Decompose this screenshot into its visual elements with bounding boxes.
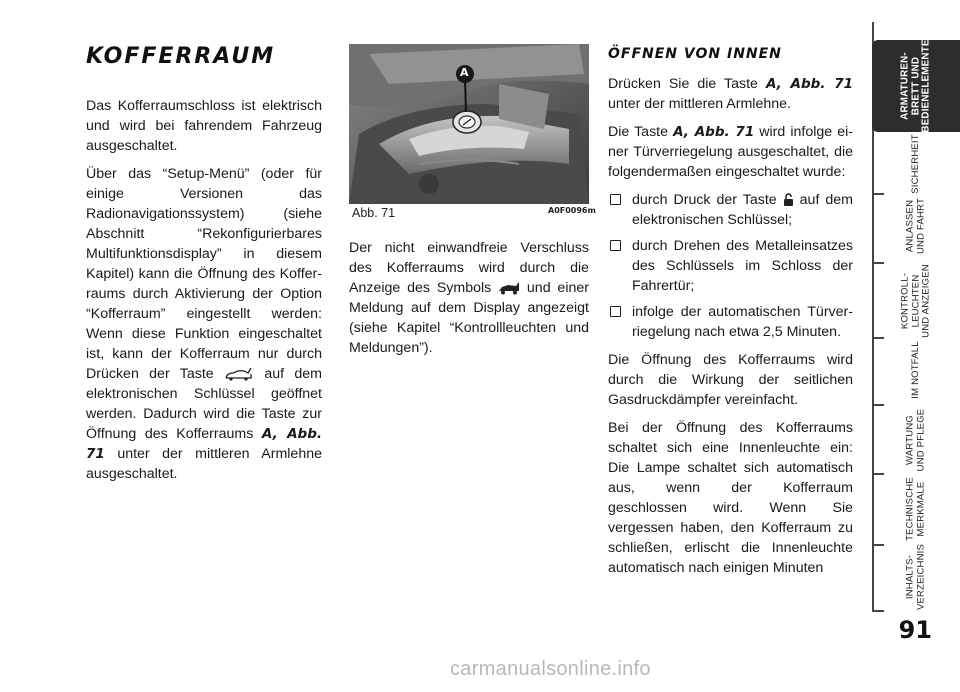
bullet-list	[608, 190, 853, 342]
left-column	[86, 96, 322, 492]
figure-caption: Abb. 71	[352, 206, 396, 220]
figure-reference: A, Abb. 71	[86, 426, 323, 462]
figure-photo	[349, 44, 589, 204]
figure-reference: A, Abb. 71	[765, 76, 853, 92]
tab-label: INHALTS- VERZEICHNIS	[904, 543, 926, 611]
page-title: KOFFERRAUM	[86, 44, 276, 69]
tab-anlassen[interactable]	[872, 196, 960, 256]
paragraph	[608, 122, 853, 182]
text: und einer Meldung auf dem Display angezeigt (siehe Kapitel “Kontrollleuchten und Meldungen”).	[349, 280, 589, 356]
paragraph: Die Öffnung des Kofferraums wird durch die Wirkung der seitlichen Gasdruckdämpfer vereinfacht.	[608, 352, 853, 408]
tab-label: KONTROLL- LEUCHTEN UND ANZEIGEN	[899, 264, 932, 338]
car-trunk-warning-icon	[498, 281, 520, 295]
list-item	[608, 302, 853, 342]
divider	[872, 193, 884, 195]
text: Über das “Setup-Menü” (oder für einige Versionen das Radionavigationssystem) (siehe Abschnitt “Rekonfigurierbares Multifunktionsdisplay” in diesem Kapitel) kann die Öffnung des Kofferraums durch Aktivierung der Option “Kofferraum” eingestellt werden: Wenn diese Funktion eingeschaltet ist, kann der Kofferraum nur durch Drücken der Taste	[86, 166, 322, 382]
armrest-photo	[349, 44, 589, 204]
text: Drücken Sie die Taste	[608, 76, 758, 92]
paragraph	[86, 164, 322, 484]
tab-kontrollleuchten[interactable]	[872, 265, 960, 337]
text: infolge der automatischen Türverriegelung nach etwa 2,5 Minuten.	[632, 304, 853, 340]
tab-technische-merkmale[interactable]	[872, 476, 960, 542]
divider	[872, 544, 884, 546]
list-item	[608, 190, 853, 230]
checkbox-bullet-icon	[610, 194, 621, 205]
text: durch Druck der Taste	[632, 192, 777, 208]
car-trunk-open-icon	[224, 367, 254, 381]
tab-sicherheit[interactable]	[872, 134, 960, 194]
checkbox-bullet-icon	[610, 240, 621, 251]
right-column	[608, 44, 853, 586]
tab-inhaltsverzeichnis[interactable]	[872, 543, 960, 611]
paragraph	[349, 238, 589, 358]
text: auf dem elektronischen Schlüssel;	[632, 192, 853, 228]
tab-label: WARTUNG UND PFLEGE	[904, 408, 926, 472]
tab-armaturenbrett[interactable]	[872, 40, 960, 132]
tab-im-notfall[interactable]	[872, 340, 960, 400]
tab-label: SICHERHEIT	[909, 134, 921, 194]
watermark[interactable]: carmanualsonline.info	[450, 658, 651, 680]
figure-code: A0F0096m	[548, 206, 596, 215]
tab-label: IM NOTFALL	[909, 341, 921, 399]
tab-label: ANLASSEN UND FAHRT	[904, 198, 926, 254]
tab-label: ARMATUREN- BRETT UND BEDIENELEMENTE	[899, 39, 932, 133]
figure-marker: A	[460, 66, 469, 79]
text: unter der mittleren Armlehne.	[608, 96, 791, 112]
middle-column	[349, 238, 589, 366]
divider	[872, 262, 884, 264]
divider	[872, 404, 884, 406]
text: Der nicht einwandfreie Verschluss des Kofferraums wird durch die Anzeige des Symbols	[349, 240, 589, 296]
text: durch Drehen des Metalleinsatzes des Schlüssels im Schloss der Fahrertür;	[632, 238, 853, 294]
tab-wartung[interactable]	[872, 407, 960, 473]
text: auf dem elektronischen Schlüssel geöffnet werden. Dadurch wird die Taste zur Öffnung des Kofferraums	[86, 366, 322, 442]
text: wird infolge einer Türverriegelung ausgeschaltet, die folgendermaßen eingeschaltet wurde:	[608, 124, 853, 180]
section-subtitle: ÖFFNEN VON INNEN	[608, 46, 782, 62]
text: unter der mittleren Armlehne ausgeschaltet.	[86, 446, 322, 482]
page-number: 91	[898, 616, 932, 644]
tab-label: TECHNISCHE MERKMALE	[904, 477, 926, 541]
divider	[872, 337, 884, 339]
chapter-tabs	[872, 0, 960, 692]
divider	[872, 610, 884, 612]
figure-reference: A, Abb. 71	[673, 124, 755, 140]
divider	[872, 473, 884, 475]
padlock-icon	[783, 193, 794, 207]
paragraph: Bei der Öffnung des Kofferraums schaltet sich eine Innenleuchte ein: Die Lampe schaltet sich automatisch aus, wenn der Kofferraum geschlossen wird. Wenn Sie vergessen haben, den Kofferraum zu schließen, erlischt die Innenleuchte automatisch nach einigen Minuten	[608, 420, 853, 576]
paragraph: Das Kofferraumschloss ist elektrisch und wird bei fahrendem Fahrzeug ausgeschaltet.	[86, 98, 322, 154]
text: Die Taste	[608, 124, 668, 140]
checkbox-bullet-icon	[610, 306, 621, 317]
list-item	[608, 236, 853, 296]
paragraph	[608, 74, 853, 114]
